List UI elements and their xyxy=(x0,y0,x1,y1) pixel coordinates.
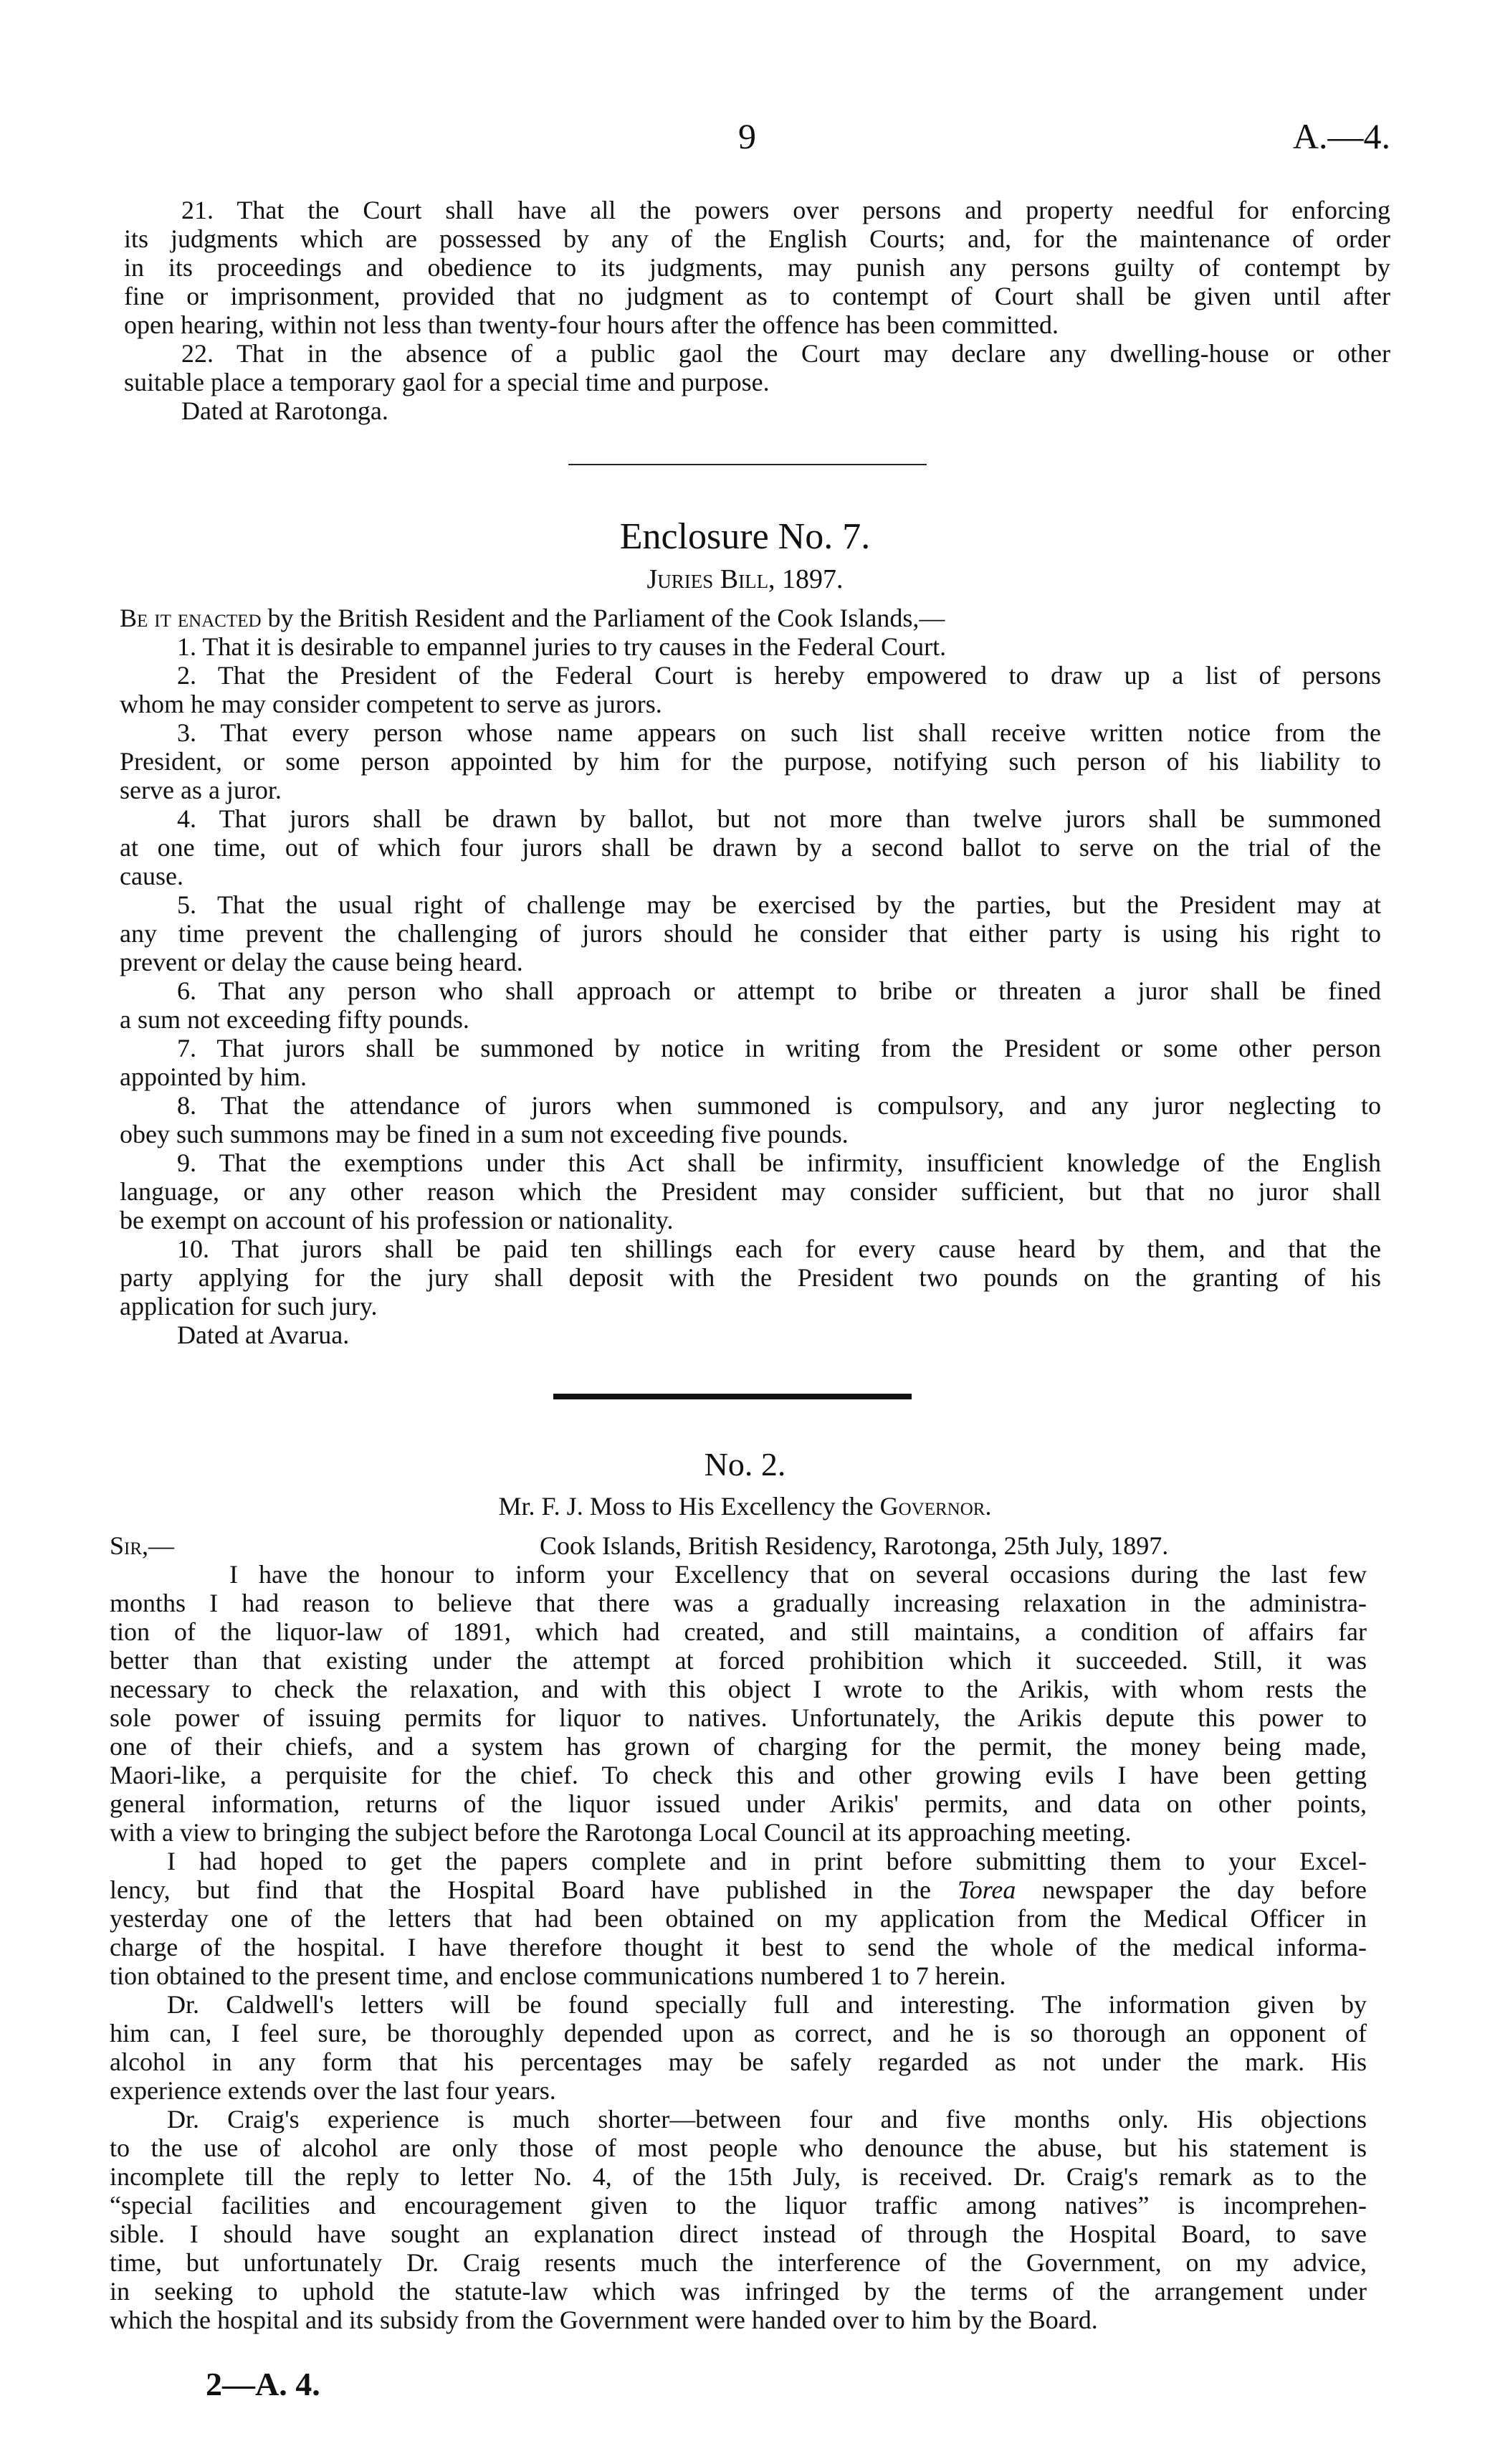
text-line: him can, I feel sure, be thoroughly depended upon as correct, and he is so thorough an opponent of xyxy=(110,2019,1367,2047)
text-line: cause. xyxy=(120,862,183,890)
text-segment: Torea xyxy=(957,1875,1016,1904)
text-line: 5. That the usual right of challenge may be exercised by the parties, but the President may at xyxy=(177,890,1381,919)
text-line: 9. That the exemptions under this Act shall be infirmity, insufficient knowledge of the English xyxy=(177,1148,1381,1177)
text-line: be exempt on account of his profession or nationality. xyxy=(120,1206,674,1235)
text-line: in its proceedings and obedience to its judgments, may punish any persons guilty of contempt by xyxy=(124,253,1390,282)
text-line: open hearing, within not less than twenty-four hours after the offence has been committed. xyxy=(124,310,1059,339)
text-line: tion of the liquor-law of 1891, which had created, and still maintains, a condition of affairs far xyxy=(110,1617,1367,1646)
text-line: to the use of alcohol are only those of most people who denounce the abuse, but his statement is xyxy=(110,2134,1367,2162)
text-line: its judgments which are possessed by any of the English Courts; and, for the maintenance of order xyxy=(124,224,1390,253)
text-line: Dated at Avarua. xyxy=(177,1321,350,1349)
text-segment: Be it enacted xyxy=(120,604,262,632)
series-number: A.—4. xyxy=(1292,116,1390,156)
text-line: Dr. Caldwell's letters will be found specially full and interesting. The information given by xyxy=(167,1990,1367,2019)
text-segment: by the British Resident and the Parliament of the Cook Islands,— xyxy=(261,604,945,632)
text-line: time, but unfortunately Dr. Craig resents much the interference of the Government, on my advice, xyxy=(110,2248,1367,2277)
section-divider xyxy=(568,464,927,465)
text-line: any time prevent the challenging of jurors should he consider that either party is using his right to xyxy=(120,919,1381,948)
text-line: language, or any other reason which the President may consider sufficient, but that no juror shall xyxy=(120,1177,1381,1206)
text-line: suitable place a temporary gaol for a special time and purpose. xyxy=(124,368,770,396)
signature-mark: 2—A. 4. xyxy=(206,2366,320,2402)
text-line: Dated at Rarotonga. xyxy=(181,396,388,425)
text-line: in seeking to uphold the statute-law which was infringed by the terms of the arrangement under xyxy=(110,2277,1367,2306)
text-line: application for such jury. xyxy=(120,1292,378,1321)
text-line: Maori-like, a perquisite for the chief. To check this and other growing evils I have been getting xyxy=(110,1761,1367,1789)
text-line: 3. That every person whose name appears on such list shall receive written notice from the xyxy=(177,718,1381,747)
salutation: Sir,— xyxy=(110,1531,175,1560)
text-line: I have the honour to inform your Excellency that on several occasions during the last few xyxy=(229,1560,1367,1589)
text-line: better than that existing under the attempt at forced prohibition which it succeeded. Still, it was xyxy=(110,1646,1367,1675)
text-line: 22. That in the absence of a public gaol the Court may declare any dwelling-house or other xyxy=(181,339,1390,368)
text-line: whom he may consider competent to serve as jurors. xyxy=(120,690,662,718)
text-line: necessary to check the relaxation, and with this object I wrote to the Arikis, with whom rests the xyxy=(110,1675,1367,1703)
text-line: general information, returns of the liquor issued under Arikis' permits, and data on other points, xyxy=(110,1789,1367,1818)
text-line: sible. I should have sought an explanation direct instead of through the Hospital Board, to save xyxy=(110,2220,1367,2248)
text-line: serve as a juror. xyxy=(120,776,282,804)
text-line: prevent or delay the cause being heard. xyxy=(120,948,523,976)
letter-number: No. 2. xyxy=(704,1446,786,1483)
dateline: Cook Islands, British Residency, Rarotonga, 25th July, 1897. xyxy=(540,1531,1169,1560)
text-line: one of their chiefs, and a system has grown of charging for the permit, the money being made, xyxy=(110,1732,1367,1761)
text-line: a sum not exceeding fifty pounds. xyxy=(120,1005,469,1034)
text-line: at one time, out of which four jurors shall be drawn by a second ballot to serve on the trial of the xyxy=(120,833,1381,862)
text-line: 4. That jurors shall be drawn by ballot, but not more than twelve jurors shall be summoned xyxy=(177,804,1381,833)
text-segment: newspaper the day before xyxy=(1016,1875,1367,1904)
text-line: 1. That it is desirable to empannel juries to try causes in the Federal Court. xyxy=(177,632,947,661)
text-line: 8. That the attendance of jurors when summoned is compulsory, and any juror neglecting to xyxy=(177,1091,1381,1120)
text-line: experience extends over the last four years. xyxy=(110,2076,556,2105)
text-line: Dr. Craig's experience is much shorter—between four and five months only. His objections xyxy=(167,2105,1367,2134)
text-line: yesterday one of the letters that had been obtained on my application from the Medical Officer in xyxy=(110,1904,1367,1933)
letter-recipient: Governor. xyxy=(879,1492,992,1521)
text-line: tion obtained to the present time, and enclose communications numbered 1 to 7 herein. xyxy=(110,1961,1006,1990)
enclosure-title: Enclosure No. 7. xyxy=(619,516,871,557)
text-line: incomplete till the reply to letter No. 4, of the 15th July, is received. Dr. Craig's remark as to the xyxy=(110,2162,1367,2191)
text-line: appointed by him. xyxy=(120,1062,307,1091)
text-line: 7. That jurors shall be summoned by notice in writing from the President or some other person xyxy=(177,1034,1381,1062)
text-line: sole power of issuing permits for liquor to natives. Unfortunately, the Arikis depute this power to xyxy=(110,1703,1367,1732)
text-line: months I had reason to believe that there was a gradually increasing relaxation in the administra- xyxy=(110,1589,1367,1617)
text-line: fine or imprisonment, provided that no judgment as to contempt of Court shall be given until after xyxy=(124,282,1390,310)
text-line: President, or some person appointed by him for the purpose, notifying such person of his liability to xyxy=(120,747,1381,776)
text-line xyxy=(110,1875,1367,1904)
text-line xyxy=(120,604,1381,632)
text-line: 6. That any person who shall approach or attempt to bribe or threaten a juror shall be fined xyxy=(177,976,1381,1005)
text-line: obey such summons may be fined in a sum not exceeding five pounds. xyxy=(120,1120,849,1148)
letter-heading-text: Mr. F. J. Moss to His Excellency the xyxy=(498,1492,880,1521)
text-line: party applying for the jury shall deposit with the President two pounds on the granting of his xyxy=(120,1263,1381,1292)
enclosure-subtitle: Juries Bill, 1897. xyxy=(646,564,844,594)
text-line: charge of the hospital. I have therefore thought it best to send the whole of the medical informa- xyxy=(110,1933,1367,1961)
text-line: 10. That jurors shall be paid ten shillings each for every cause heard by them, and that the xyxy=(177,1235,1381,1263)
text-line: with a view to bringing the subject before the Rarotonga Local Council at its approaching meeting. xyxy=(110,1818,1132,1847)
text-line: I had hoped to get the papers complete and in print before submitting them to your Excel- xyxy=(167,1847,1367,1875)
letter-heading xyxy=(0,1492,1490,1521)
text-line: alcohol in any form that his percentages may be safely regarded as not under the mark. His xyxy=(110,2047,1367,2076)
section-divider-thick xyxy=(553,1394,912,1399)
page-number: 9 xyxy=(738,116,756,156)
text-line: “special facilities and encouragement given to the liquor traffic among natives” is incomprehen- xyxy=(110,2191,1367,2220)
text-line: which the hospital and its subsidy from the Government were handed over to him by the Board. xyxy=(110,2306,1098,2334)
text-line: 21. That the Court shall have all the powers over persons and property needful for enforcing xyxy=(181,196,1390,224)
text-line: 2. That the President of the Federal Court is hereby empowered to draw up a list of persons xyxy=(177,661,1381,690)
text-segment: lency, but find that the Hospital Board have published in the xyxy=(110,1875,957,1904)
